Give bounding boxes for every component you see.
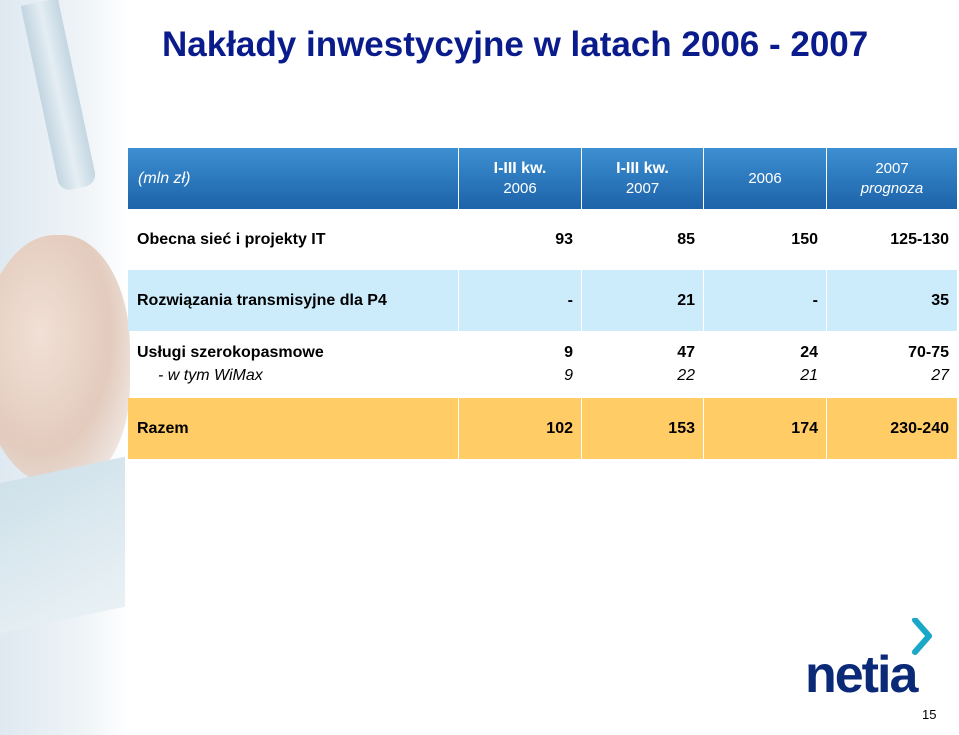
background-photo xyxy=(0,0,130,735)
table-cell: 21 xyxy=(582,270,703,331)
table-cell: 47 xyxy=(677,344,695,361)
row-label: Usługi szerokopasmowe xyxy=(137,344,324,361)
woman-photo-graphic xyxy=(0,235,130,485)
unit-label: (mln zł) xyxy=(128,148,458,209)
table-cell: 93 xyxy=(555,230,573,248)
table-total-row xyxy=(128,398,957,459)
table-cell: 174 xyxy=(704,398,826,459)
logo-chevron-icon xyxy=(915,620,929,652)
table-cell: 153 xyxy=(582,398,703,459)
netia-logo xyxy=(803,618,948,698)
table-cell: 22 xyxy=(677,367,695,384)
table-cell: 35 xyxy=(827,270,957,331)
logo-wordmark: netia xyxy=(805,646,917,698)
page-number: 15 xyxy=(922,707,937,722)
column-header-q1-q3-2006: I-III kw. 2006 xyxy=(459,148,581,209)
laptop-graphic xyxy=(0,457,125,634)
table-cell: 9 xyxy=(564,367,573,384)
table-cell: 230-240 xyxy=(827,398,957,459)
row-label: Rozwiązania transmisyjne dla P4 xyxy=(128,270,458,331)
investment-table xyxy=(128,148,957,459)
table-cell: 9 xyxy=(564,344,573,361)
table-cell: 24 xyxy=(800,344,818,361)
table-cell: - xyxy=(704,270,826,331)
table-row xyxy=(128,331,957,366)
table-cell: 70-75 xyxy=(908,344,949,361)
table-cell: 125-130 xyxy=(890,230,949,248)
row-label: - w tym WiMax xyxy=(158,367,263,384)
table-cell: 150 xyxy=(791,230,818,248)
row-label: Razem xyxy=(128,398,458,459)
table-cell: 27 xyxy=(931,367,949,384)
column-header-q1-q3-2007: I-III kw. 2007 xyxy=(582,148,703,209)
table-cell: 21 xyxy=(800,367,818,384)
column-header-2007-forecast: 2007 prognoza xyxy=(827,148,957,209)
table-cell: - xyxy=(459,270,581,331)
slide-title: Nakłady inwestycyjne w latach 2006 - 2007 xyxy=(162,25,869,64)
table-cell: 85 xyxy=(677,230,695,248)
row-label: Obecna sieć i projekty IT xyxy=(137,230,326,248)
column-header-2006: 2006 xyxy=(704,148,826,209)
table-row xyxy=(128,209,957,270)
table-header-row xyxy=(128,148,957,209)
table-row xyxy=(128,366,957,398)
table-row xyxy=(128,270,957,331)
table-cell: 102 xyxy=(459,398,581,459)
